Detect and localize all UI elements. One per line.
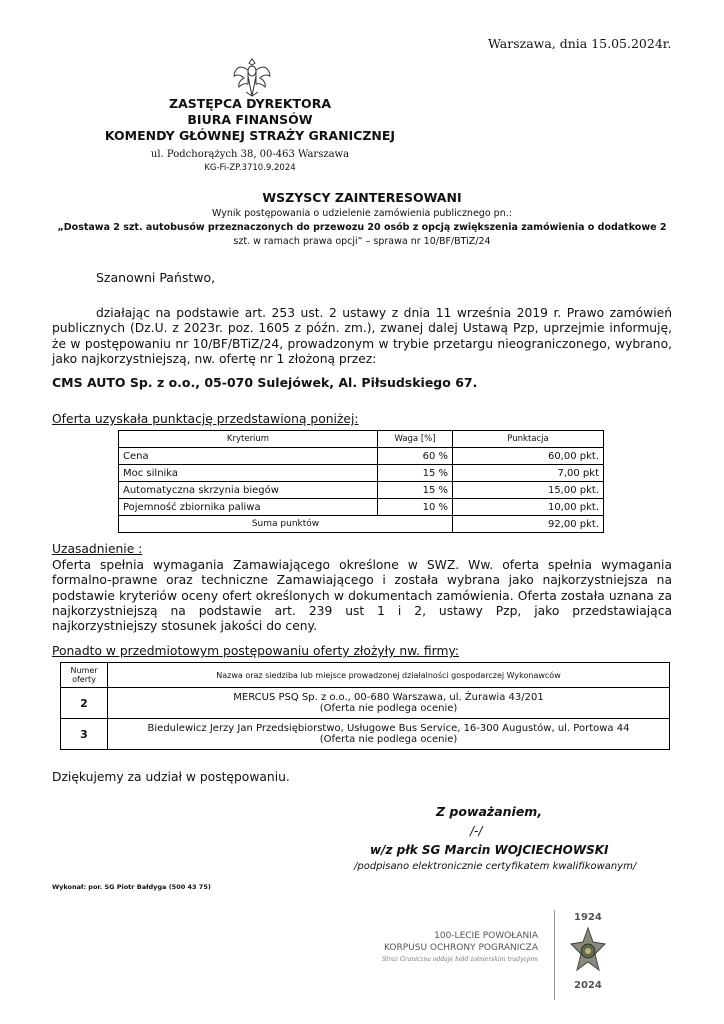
header-offer-number: Numer oferty <box>61 663 108 688</box>
table-row <box>119 465 604 482</box>
greeting: Szanowni Państwo, <box>96 270 216 285</box>
scoring-table <box>118 430 604 533</box>
criterion-cell: Pojemność zbiornika paliwa <box>119 499 378 516</box>
header-points: Punktacja <box>453 431 604 448</box>
points-cell: 60,00 pkt. <box>453 448 604 465</box>
table-row <box>61 688 670 719</box>
table-row <box>119 482 604 499</box>
eagle-emblem-icon <box>232 56 272 100</box>
header-line-1: ZASTĘPCA DYREKTORA <box>169 96 331 111</box>
sum-value: 92,00 pkt. <box>453 516 604 533</box>
weight-cell: 15 % <box>378 465 453 482</box>
case-signature: KG-Fi-ZP.3710.9.2024 <box>204 163 296 173</box>
document-date: Warszawa, dnia 15.05.2024r. <box>488 36 672 51</box>
footer-divider <box>554 910 555 1000</box>
offer-number: 3 <box>61 719 108 750</box>
weight-cell: 10 % <box>378 499 453 516</box>
table-header-row <box>119 431 604 448</box>
weight-cell: 60 % <box>378 448 453 465</box>
offers-table <box>60 662 670 750</box>
header-address: ul. Podchorążych 38, 00-463 Warszawa <box>150 149 350 160</box>
table-row <box>119 448 604 465</box>
scoring-intro: Oferta uzyskała punktację przedstawioną poniżej: <box>52 412 359 426</box>
points-cell: 10,00 pkt. <box>453 499 604 516</box>
justification-title: Uzasadnienie : <box>52 542 143 556</box>
weight-cell: 15 % <box>378 482 453 499</box>
table-row <box>119 499 604 516</box>
points-cell: 15,00 pkt. <box>453 482 604 499</box>
year-2024: 2024 <box>574 980 602 991</box>
anniversary-footer <box>370 910 690 1000</box>
criterion-cell: Automatyczna skrzynia biegów <box>119 482 378 499</box>
other-offers-intro: Ponadto w przedmiotowym postępowaniu oferty złożyły nw. firmy: <box>52 644 459 658</box>
closing-signature-mark: /-/ <box>470 824 483 838</box>
subject-line-1: Wynik postępowania o udzielenie zamówienia publicznego pn.: <box>212 208 512 219</box>
offer-note: (Oferta nie podlega ocenie) <box>319 703 458 714</box>
thanks-line: Dziękujemy za udział w postępowaniu. <box>52 770 290 784</box>
sum-row <box>119 516 604 533</box>
criterion-cell: Moc silnika <box>119 465 378 482</box>
offer-cell <box>108 688 670 719</box>
footer-line-1: 100-LECIE POWOŁANIA <box>434 931 538 941</box>
header-weight: Waga [%] <box>378 431 453 448</box>
offer-name: Biedulewicz Jerzy Jan Przedsiębiorstwo, Usługowe Bus Service, 16-300 Augustów, ul. Portowa 44 <box>147 723 630 734</box>
criterion-cell: Cena <box>119 448 378 465</box>
recipients: WSZYSCY ZAINTERESOWANI <box>262 190 462 205</box>
closing-regards: Z poważaniem, <box>436 804 543 819</box>
sum-label: Suma punktów <box>119 516 453 533</box>
kop-badge-icon <box>569 926 607 976</box>
offer-name: MERCUS PSQ Sp. z o.o., 00-680 Warszawa, ul. Żurawia 43/201 <box>233 692 544 703</box>
signature-note: /podpisano elektronicznie certyfikatem kwalifikowanym/ <box>354 861 637 872</box>
winner-company: CMS AUTO Sp. z o.o., 05-070 Sulejówek, Al. Piłsudskiego 67. <box>52 375 478 390</box>
table-row <box>61 719 670 750</box>
header-criterion: Kryterium <box>119 431 378 448</box>
justification-text: Oferta spełnia wymagania Zamawiającego określone w SWZ. Ww. oferta spełnia wymagania formalno-prawne oraz techniczne Zamawiającego i została wybrana jako najkorzystniejsza na podstawie kryteriów oceny ofert określonych w dokumentach zamówienia. Oferta została uznana za najkorzystniejszą na podstawie art. 239 ust 1 i 2, ustawy Pzp, jako przedstawiająca najkorzystniejszy stosunek jakości do ceny. <box>52 558 672 634</box>
header-offer-name: Nazwa oraz siedziba lub miejsce prowadzonej działalności gospodarczej Wykonawców <box>108 663 670 688</box>
header-line-3: KOMENDY GŁÓWNEJ STRAŻY GRANICZNEJ <box>104 128 396 143</box>
footer-line-3: Straż Graniczna oddaje hołd żołnierskim tradycjom <box>381 956 538 963</box>
signatory-name: w/z płk SG Marcin WOJCIECHOWSKI <box>370 843 609 857</box>
body-paragraph: działając na podstawie art. 253 ust. 2 ustawy z dnia 11 września 2019 r. Prawo zamówień publicznych (Dz.U. z 2023r. poz. 1605 z późn. zm.), zwanej dalej Ustawą Pzp, uprzejmie informuję, że w postępowaniu nr 10/BF/BTiZ/24, prowadzonym w trybie przetargu nieograniczonego, wybrano, jako najkorzystniejszą, nw. ofertę nr 1 złożoną przez: <box>52 306 672 366</box>
offer-note: (Oferta nie podlega ocenie) <box>319 734 458 745</box>
offer-number: 2 <box>61 688 108 719</box>
header-line-2: BIURA FINANSÓW <box>187 112 313 127</box>
points-cell: 7,00 pkt <box>453 465 604 482</box>
subject-line-3: szt. w ramach prawa opcji” – sprawa nr 10/BF/BTiZ/24 <box>233 236 491 247</box>
prepared-by: Wykonał: por. SG Piotr Bałdyga (500 43 75) <box>52 883 211 891</box>
subject-line-2: „Dostawa 2 szt. autobusów przeznaczonych do przewozu 20 osób z opcją zwiększenia zamówienia o dodatkowe 2 <box>57 222 667 233</box>
year-1924: 1924 <box>574 912 602 923</box>
table-header-row <box>61 663 670 688</box>
offer-cell <box>108 719 670 750</box>
footer-line-2: KORPUSU OCHRONY POGRANICZA <box>383 943 538 953</box>
